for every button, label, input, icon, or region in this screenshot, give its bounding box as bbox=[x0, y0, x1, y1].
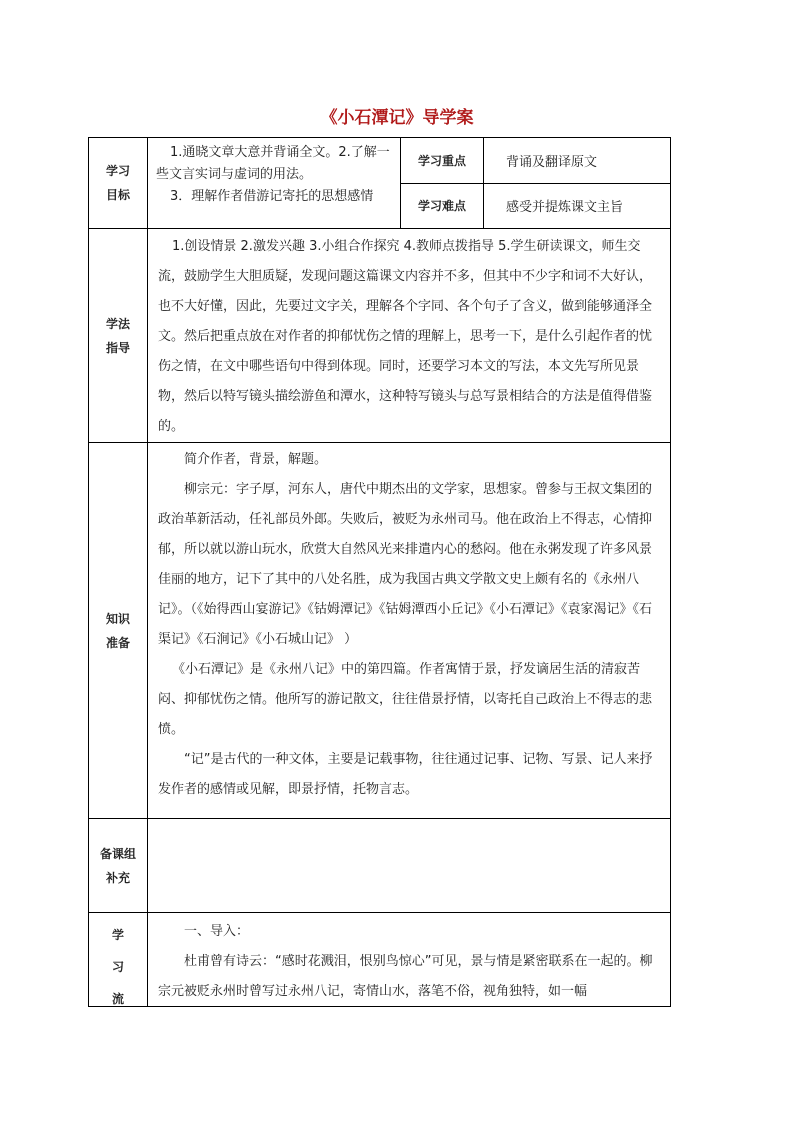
supplement-label-line-1: 备课组 bbox=[99, 846, 136, 861]
process-label-line-2: 习 bbox=[111, 960, 124, 974]
method-label bbox=[89, 229, 148, 442]
process-label bbox=[89, 913, 148, 1006]
knowledge-intro: 简介作者，背景，解题。 bbox=[184, 452, 328, 467]
row-knowledge bbox=[89, 442, 670, 818]
objectives-label-line-2: 目标 bbox=[105, 188, 130, 202]
method-label-line-1: 学法 bbox=[105, 316, 130, 331]
process-text-cell bbox=[148, 913, 670, 1006]
key-point-row bbox=[401, 138, 670, 183]
supplement-label-line-2: 补充 bbox=[105, 870, 130, 885]
process-label-line-3: 流 bbox=[111, 992, 124, 1006]
key-point-label: 学习重点 bbox=[401, 138, 484, 183]
row-objectives bbox=[89, 138, 670, 228]
method-text-cell bbox=[148, 229, 670, 442]
process-heading: 一、导入： bbox=[184, 924, 250, 939]
knowledge-label bbox=[89, 443, 148, 818]
knowledge-genre: “记”是古代的一种文体，主要是记载事物，往往通过记事、记物、写景、记人来抒发作者的感情或见解，即景抒情，托物言志。 bbox=[158, 752, 653, 797]
knowledge-text-cell bbox=[148, 443, 670, 818]
process-label-line-1: 学 bbox=[111, 928, 124, 942]
objectives-label bbox=[89, 138, 148, 228]
knowledge-label-line-1: 知识 bbox=[105, 611, 130, 626]
difficulty-label: 学习难点 bbox=[401, 184, 484, 229]
objectives-text-1: 1.通晓文章大意并背诵全文。2.了解一些文言实词与虚词的用法。 bbox=[156, 145, 390, 182]
objectives-label-line-1: 学习 bbox=[105, 164, 130, 178]
knowledge-author: 柳宗元：字子厚，河东人，唐代中期杰出的文学家，思想家。曾参与王叔文集团的政治革新活动，任礼部员外郎。失败后，被贬为永州司马。他在政治上不得志，心情抑郁，所以就以游山玩水，欣赏大自然风光来排遣内心的愁闷。他在永粥发现了许多风景佳丽的地方，记下了其中的八处名胜，成为我国古典文学散文史上颇有名的《永州八记》。（《始得西山宴游记》《钴姆潭记》《钴姆潭西小丘记》《小石潭记》《袁家渴记》《石渠记》《石涧记》《小石城山记》 ） bbox=[158, 482, 653, 647]
key-points bbox=[401, 138, 670, 228]
row-method bbox=[89, 228, 670, 442]
objectives-text bbox=[148, 138, 401, 228]
difficulty-row bbox=[401, 183, 670, 229]
process-intro: 杜甫曾有诗云：“感时花溅泪，恨别鸟惊心”可见，景与情是紧密联系在一起的。柳宗元被贬永州时曾写过永州八记，寄情山水，落笔不俗，视角独特，如一幅 bbox=[158, 954, 653, 999]
knowledge-work: 《小石潭记》是《永州八记》中的第四篇。作者寓情于景，抒发谪居生活的清寂苦闷、抑郁忧伤之情。他所写的游记散文，往往借景抒情，以寄托自己政治上不得志的悲愤。 bbox=[158, 662, 653, 737]
key-point-value: 背诵及翻译原文 bbox=[506, 154, 598, 170]
study-guide-table bbox=[88, 137, 671, 1007]
knowledge-label-line-2: 准备 bbox=[105, 635, 130, 650]
supplement-label bbox=[89, 819, 148, 912]
objectives-text-2: 3．理解作者借游记寄托的思想感情 bbox=[170, 189, 374, 204]
supplement-text bbox=[148, 819, 670, 912]
method-text: 1.创设情景 2.激发兴趣 3.小组合作探究 4.教师点拨指导 5.学生研读课文，师生交流，鼓励学生大胆质疑，发现问题这篇课文内容并不多，但其中不少字和词不大好认，也不大好懂，因此，先要过文字关，理解各个字同、各个句子了含义，做到能够通泽全文。然后把重点放在对作者的抑郁忧伤之情的理解上，思考一下，是什么引起作者的忧伤之情，在文中哪些语句中得到体现。同时，还要学习本文的写法，本文先写所见景物，然后以特写镜头描绘游鱼和潭水，这种特写镜头与总写景相结合的方法是值得借鉴的。 bbox=[158, 239, 653, 434]
page-title: 《小石潭记》导学案 bbox=[320, 108, 474, 128]
method-label-line-2: 指导 bbox=[105, 340, 130, 355]
difficulty-value: 感受并提炼课文主旨 bbox=[506, 200, 624, 216]
row-process bbox=[89, 912, 670, 1006]
row-supplement bbox=[89, 818, 670, 912]
